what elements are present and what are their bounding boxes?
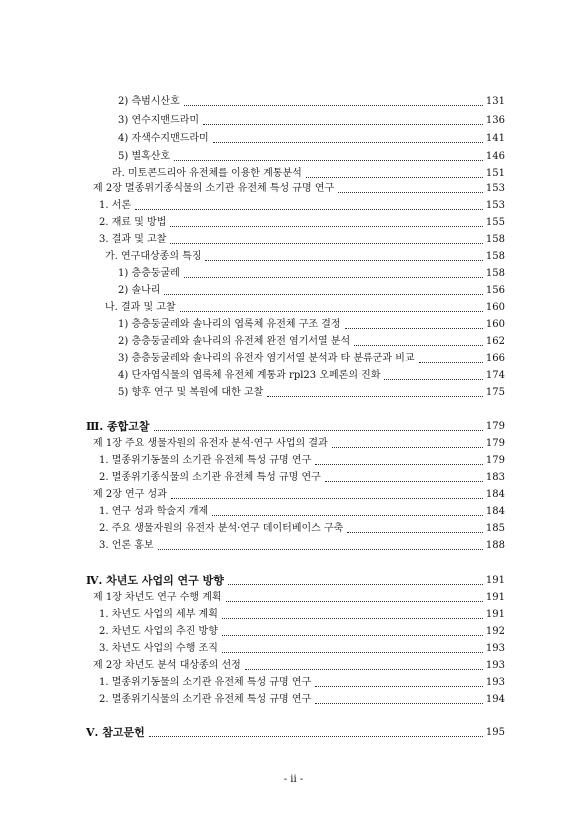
dot-leader bbox=[171, 498, 483, 499]
toc-entry[interactable] bbox=[99, 504, 505, 518]
toc-entry-page: 184 bbox=[485, 489, 505, 500]
toc-entry-page: 174 bbox=[485, 370, 505, 381]
toc-entry-title: 3) 층층둥굴레와 솔나리의 유전자 염기서열 분석과 타 분류군과 비교 bbox=[118, 353, 415, 364]
toc-entry[interactable] bbox=[118, 113, 505, 127]
toc-entry-page: 151 bbox=[485, 168, 505, 179]
toc-entry-page: 193 bbox=[485, 677, 505, 688]
toc-entry-title: 가. 연구대상종의 특징 bbox=[105, 251, 202, 262]
dot-leader bbox=[135, 209, 483, 210]
toc-entry-title: 1. 연구 성과 학술지 개제 bbox=[99, 506, 209, 517]
dot-leader bbox=[158, 549, 483, 550]
dot-leader bbox=[245, 669, 483, 670]
toc-entry-page: 136 bbox=[485, 115, 505, 126]
toc-entry[interactable] bbox=[93, 658, 505, 672]
toc-entry-title: 제 1장 차년도 연구 수행 계획 bbox=[93, 592, 222, 603]
toc-entry[interactable] bbox=[118, 149, 505, 163]
toc-entry-page: 160 bbox=[485, 319, 505, 330]
toc-entry-page: 191 bbox=[485, 609, 505, 620]
toc-entry-page: 185 bbox=[485, 523, 505, 534]
toc-entry-page: 188 bbox=[485, 540, 505, 551]
toc-entry-page: 160 bbox=[485, 302, 505, 313]
toc-entry[interactable] bbox=[112, 166, 505, 180]
toc-entry-title: 2) 층층둥굴레와 솔나리의 유전체 완전 염기서열 분석 bbox=[118, 336, 351, 347]
toc-entry[interactable] bbox=[118, 283, 505, 297]
toc-chapter[interactable] bbox=[86, 419, 505, 433]
toc-entry-page: 146 bbox=[485, 151, 505, 162]
page-number: - ii - bbox=[283, 774, 304, 785]
toc-entry-title: 1. 멸종위기동물의 소기관 유전체 특성 규명 연구 bbox=[99, 677, 312, 688]
toc-entry[interactable] bbox=[99, 607, 505, 621]
toc-entry-page: 175 bbox=[485, 387, 505, 398]
toc-entry-page: 153 bbox=[485, 200, 505, 211]
toc-entry-page: 158 bbox=[485, 268, 505, 279]
toc-entry[interactable] bbox=[118, 334, 505, 348]
toc-entry-title: 5) 별혹산호 bbox=[118, 151, 171, 162]
dot-leader bbox=[174, 160, 483, 161]
dot-leader bbox=[419, 362, 483, 363]
toc-entry-page: 158 bbox=[485, 251, 505, 262]
toc-entry-page: 166 bbox=[485, 353, 505, 364]
toc-entry-title: Ⅲ. 종합고찰 bbox=[86, 420, 150, 433]
toc-entry[interactable] bbox=[99, 453, 505, 467]
toc-entry-page: 155 bbox=[485, 217, 505, 228]
dot-leader bbox=[170, 226, 483, 227]
toc-entry-title: 2) 측범시산호 bbox=[118, 96, 180, 107]
toc-entry-title: 2) 솔나리 bbox=[118, 285, 161, 296]
toc-entry-page: 193 bbox=[485, 660, 505, 671]
toc-entry[interactable] bbox=[118, 351, 505, 365]
toc-entry-title: 3. 차년도 사업의 수행 조직 bbox=[99, 643, 218, 654]
toc-entry-title: 나. 결과 및 고찰 bbox=[105, 302, 176, 313]
dot-leader bbox=[205, 260, 482, 261]
toc-entry-page: 162 bbox=[485, 336, 505, 347]
dot-leader bbox=[226, 601, 483, 602]
toc-entry-title: 4) 자색수지맨드라미 bbox=[118, 133, 209, 144]
toc-entry[interactable] bbox=[93, 590, 505, 604]
toc-entry-page: 153 bbox=[485, 183, 505, 194]
toc-entry[interactable] bbox=[118, 131, 505, 145]
toc-entry[interactable] bbox=[99, 675, 505, 689]
dot-leader bbox=[315, 703, 483, 704]
toc-entry-title: 4) 단자엽식물의 엽록체 유전체 계통과 rpl23 오페론의 진화 bbox=[118, 370, 381, 381]
dot-leader bbox=[228, 584, 483, 585]
toc-entry-title: 5) 향후 연구 및 복원에 대한 고찰 bbox=[118, 387, 264, 398]
toc-entry-title: 라. 미토콘드리아 유전체를 이용한 계통분석 bbox=[112, 168, 302, 179]
toc-entry-title: 2. 재료 및 방법 bbox=[99, 217, 167, 228]
dot-leader bbox=[347, 532, 483, 533]
toc-entry[interactable] bbox=[99, 538, 505, 552]
toc-entry-page: 179 bbox=[485, 421, 505, 432]
dot-leader bbox=[154, 430, 483, 431]
toc-entry[interactable] bbox=[93, 487, 505, 501]
dot-leader bbox=[384, 379, 482, 380]
dot-leader bbox=[222, 618, 483, 619]
toc-entry-page: 194 bbox=[485, 694, 505, 705]
toc-entry[interactable] bbox=[105, 300, 505, 314]
toc-entry-page: 191 bbox=[485, 575, 505, 586]
toc-entry-title: 제 2장 차년도 분석 대상종의 선정 bbox=[93, 660, 241, 671]
toc-entry[interactable] bbox=[99, 521, 505, 535]
toc-entry-page: 158 bbox=[485, 234, 505, 245]
toc-entry[interactable] bbox=[118, 317, 505, 331]
toc-entry[interactable] bbox=[118, 266, 505, 280]
toc-entry-title: 3) 연수지맨드라미 bbox=[118, 115, 200, 126]
toc-entry-title: 2. 멸종위기식물의 소기관 유전체 특성 규명 연구 bbox=[99, 694, 312, 705]
toc-entry[interactable] bbox=[99, 198, 505, 212]
dot-leader bbox=[170, 243, 483, 244]
dot-leader bbox=[149, 736, 483, 737]
dot-leader bbox=[354, 345, 483, 346]
toc-entry[interactable] bbox=[105, 249, 505, 263]
toc-entry-page: 193 bbox=[485, 643, 505, 654]
dot-leader bbox=[222, 635, 483, 636]
toc-entry[interactable] bbox=[118, 94, 505, 108]
toc-entry-page: 195 bbox=[485, 727, 505, 738]
toc-entry-page: 141 bbox=[485, 133, 505, 144]
toc-entry[interactable] bbox=[93, 181, 505, 195]
dot-leader bbox=[212, 515, 483, 516]
dot-leader bbox=[164, 294, 482, 295]
toc-entry[interactable] bbox=[99, 232, 505, 246]
dot-leader bbox=[325, 481, 483, 482]
toc-entry-title: 2. 멸종위기종식물의 소기관 유전체 특성 규명 연구 bbox=[99, 472, 321, 483]
toc-entry[interactable] bbox=[99, 624, 505, 638]
toc-entry-title: 1) 층층둥굴레 bbox=[118, 268, 180, 279]
toc-entry-page: 192 bbox=[485, 626, 505, 637]
toc-entry-page: 183 bbox=[485, 472, 505, 483]
toc-entry[interactable] bbox=[99, 470, 505, 484]
dot-leader bbox=[267, 396, 483, 397]
dot-leader bbox=[222, 652, 483, 653]
dot-leader bbox=[345, 328, 483, 329]
toc-entry-title: 2. 차년도 사업의 추진 방향 bbox=[99, 626, 218, 637]
toc-entry[interactable] bbox=[93, 436, 505, 450]
toc-entry-page: 191 bbox=[485, 592, 505, 603]
dot-leader bbox=[213, 142, 483, 143]
toc-entry-title: 3. 결과 및 고찰 bbox=[99, 234, 167, 245]
toc-entry-page: 179 bbox=[485, 455, 505, 466]
toc-entry-title: 1. 차년도 사업의 세부 계획 bbox=[99, 609, 218, 620]
dot-leader bbox=[338, 192, 483, 193]
dot-leader bbox=[203, 124, 483, 125]
toc-entry-title: Ⅳ. 차년도 사업의 연구 방향 bbox=[86, 574, 224, 587]
toc-chapter[interactable] bbox=[86, 725, 505, 739]
dot-leader bbox=[332, 447, 483, 448]
toc-entry-title: 제 1장 주요 생물자원의 유전자 분석·연구 사업의 결과 bbox=[93, 438, 328, 449]
toc-chapter[interactable] bbox=[86, 573, 505, 587]
toc-entry[interactable] bbox=[99, 641, 505, 655]
dot-leader bbox=[184, 277, 483, 278]
toc-entry-page: 156 bbox=[485, 285, 505, 296]
toc-entry-title: 3. 언론 홍보 bbox=[99, 540, 154, 551]
toc-entry-title: Ⅴ. 참고문헌 bbox=[86, 726, 145, 739]
toc-entry-title: 제 2장 멸종위기종식물의 소기관 유전체 특성 규명 연구 bbox=[93, 183, 335, 194]
toc-entry[interactable] bbox=[118, 368, 505, 382]
dot-leader bbox=[184, 105, 483, 106]
toc-entry-page: 131 bbox=[485, 96, 505, 107]
toc-entry-title: 2. 주요 생물자원의 유전자 분석·연구 데이터베이스 구축 bbox=[99, 523, 344, 534]
dot-leader bbox=[180, 311, 483, 312]
toc-entry-page: 184 bbox=[485, 506, 505, 517]
toc-entry-page: 179 bbox=[485, 438, 505, 449]
toc-entry[interactable] bbox=[99, 692, 505, 706]
dot-leader bbox=[315, 464, 483, 465]
toc-entry-title: 제 2장 연구 성과 bbox=[93, 489, 167, 500]
toc-entry-title: 1) 층층둥굴레와 솔나리의 엽록체 유전체 구조 결정 bbox=[118, 319, 341, 330]
toc-entry[interactable] bbox=[118, 385, 505, 399]
toc-entry[interactable] bbox=[99, 215, 505, 229]
dot-leader bbox=[315, 686, 483, 687]
dot-leader bbox=[306, 177, 483, 178]
toc-entry-title: 1. 멸종위기동물의 소기관 유전체 특성 규명 연구 bbox=[99, 455, 312, 466]
toc-entry-title: 1. 서론 bbox=[99, 200, 132, 211]
